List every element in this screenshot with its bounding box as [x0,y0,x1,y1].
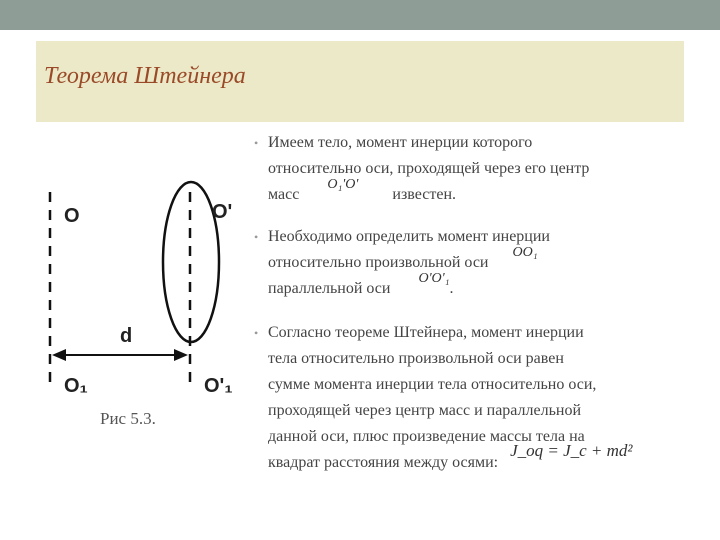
bullet-2-text-b: параллельной оси [268,280,391,297]
bullet-1 [252,130,692,208]
formula-o1-o: O₁'O' [327,177,359,192]
formula-steiner: J_oq = J_c + md² [510,441,633,460]
bullet-marker: • [254,230,259,244]
label-o-prime: O' [212,201,233,223]
bullet-2-period: . [449,280,454,297]
arrow-head-right [174,349,188,361]
label-o: O [64,205,80,227]
bullet-2-line-1: Необходимо определить момент инерции [268,228,550,245]
bullet-2-line-3 [268,271,692,302]
label-o1: O₁ [64,375,88,397]
bullet-3-line-6 [268,441,692,476]
formula-o-o1-prime: O'O'₁ [418,271,450,286]
bullet-3-line-1: Согласно теореме Штейнера, момент инерции [268,324,584,341]
formula-oo1: OO₁ [512,245,538,260]
slide-title: Теорема Штейнера [44,63,246,89]
label-d: d [120,325,133,347]
bullet-3-line-2: тела относительно произвольной оси равен [268,350,564,367]
bullet-3 [252,320,692,476]
arrow-head-left [52,349,66,361]
bullet-1-line-1: Имеем тело, момент инерции которого [268,134,533,151]
figure-5-3 [36,180,246,440]
bullet-list [252,130,692,476]
bullet-1-text-a: масс [268,186,300,203]
bullet-3-line-3: сумме момента инерции тела относительно оси, [268,376,597,393]
bullet-2-line-2 [268,245,692,276]
figure-caption: Рис 5.3. [100,409,156,428]
bullet-marker: • [254,326,259,340]
title-band [36,41,684,122]
top-bar [0,0,720,30]
bullet-2-text-a: относительно произвольной оси [268,254,489,271]
bullet-1-text-b: известен. [392,186,457,203]
bullet-2 [252,224,692,302]
bullet-marker: • [254,136,259,150]
bullet-3-text-a: квадрат расстояния между осями: [268,454,499,471]
label-o1-prime: O'₁ [204,375,233,397]
bullet-1-line-3 [268,177,692,208]
bullet-1-line-2: относительно оси, проходящей через его центр [268,160,590,177]
bullet-3-line-5: данной оси, плюс произведение массы тела на [268,428,585,445]
figure-diagram [36,180,246,440]
bullet-3-line-4: проходящей через центр масс и параллельной [268,402,582,419]
